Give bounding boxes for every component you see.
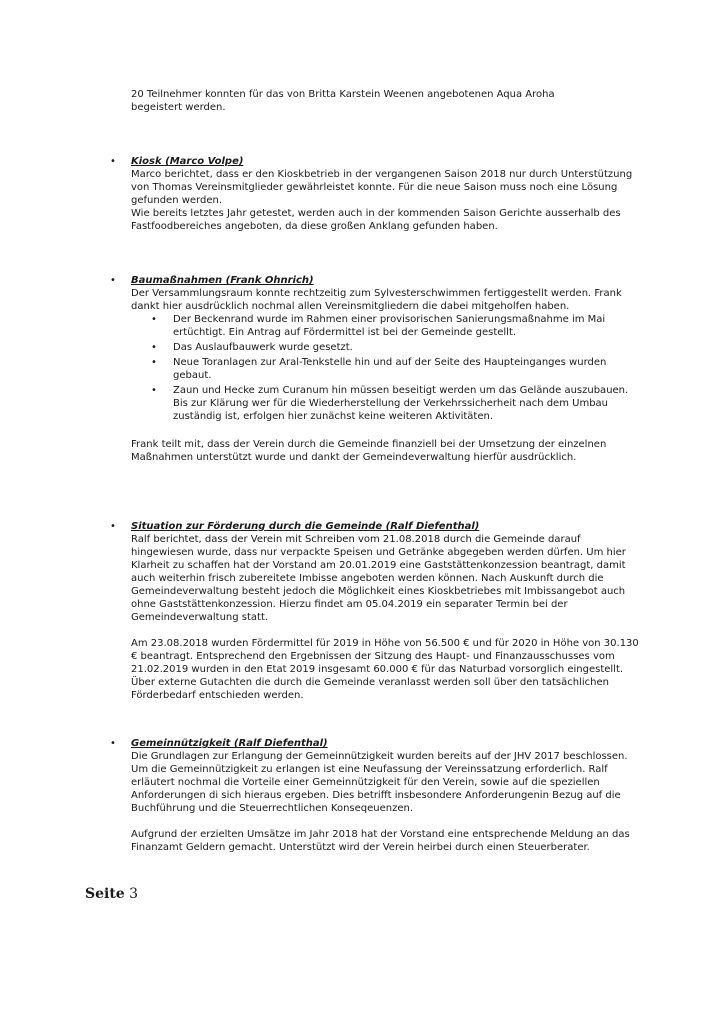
bau-item-text: Neue Toranlagen zur Aral-Tenkstelle hin und auf der Seite des Haupteinganges wurden gebaut. [173,357,607,381]
intro-paragraph [131,88,641,114]
kiosk-paragraph-1: Marco berichtet, dass er den Kioskbetrieb in der vergangenen Saison 2018 nur durch Unterstützung von Thomas Vereinsmitglieder gewährleistet konnte. Für die neue Saison muss noch eine Lösung gefunden werden. [131,169,633,206]
list-bullet-icon: • [151,385,157,396]
kiosk-heading: Kiosk (Marco Volpe) [131,156,244,167]
section-foerderung [131,520,641,702]
list-bullet-icon: • [151,314,157,325]
intro-line-1: 20 Teilnehmer konnten für das von Britta Karstein Weenen angebotenen Aqua Aroha [131,89,555,100]
gemein-paragraph-2: Aufgrund der erzielten Umsätze im Jahr 2018 hat der Vorstand eine entsprechende Meldung an das Finanzamt Geldern gemacht. Unterstützt wird der Verein heirbei durch einen Steuerberater. [131,829,630,853]
page-number: 3 [129,886,139,902]
foerderung-paragraph-2: Am 23.08.2018 wurden Fördermittel für 2019 in Höhe von 56.500 € und für 2020 in Höhe von 30.130 € beantragt. Entsprechend den Ergebnissen der Sitzung des Haupt- und Finanzausschusses vom 21.02.2019 wurden in den Etat 2019 insgesamt 60.000 € für das Naturbad vorsorglich eingestellt. Über externe Gutachten die durch die Gemeinde veranlasst werden soll über den tatsächlichen Förderbedarf entschieden werden. [131,638,639,701]
gemein-paragraph-1: Die Grundlagen zur Erlangung der Gemeinnützigkeit wurden bereits auf der JHV 2017 beschlossen. Um die Gemeinnützigkeit zu erlangen ist eine Neufassung der Vereinssatzung erforderlich. Ralf erläutert nochmal die Vorteile einer Gemeinnützigkeit für den Verein, sowie auf die speziellen Anforderungen di sich hieraus ergeben. Dies betrifft insbesondere Anforderungenin Bezug auf die Buchführung und die Steuerrechtlichen Konseqeuenzen. [131,751,628,814]
bau-list-item [131,341,641,354]
page-label: Seite [85,886,125,902]
list-bullet-icon: • [151,342,157,353]
bau-list-item [131,384,641,423]
foerderung-paragraph-1: Ralf berichtet, dass der Verein mit Schreiben vom 21.08.2018 durch die Gemeinde darauf hingewiesen wurde, dass nur verpackte Speisen und Getränke abgegeben werden dürfen. Um hier Klarheit zu schaffen hat der Vorstand am 20.01.2019 eine Gaststättenkonzession beantragt, damit auch weiterhin frisch zubereitete Imbisse angeboten werden können. Nach Auskunft durch die Gemeindeverwaltung besteht jedoch die Möglichkeit eines Kioskbetriebes mit Imbissangebot auch ohne Gaststättenkonzession. Hierzu findet am 05.04.2019 ein separater Termin bei der Gemeindeverwaltung statt. [131,534,626,623]
bau-bullet: • [110,275,116,286]
bau-list-item [131,356,641,382]
bau-heading: Baumaßnahmen (Frank Ohnrich) [131,275,314,286]
kiosk-paragraph-2: Wie bereits letztes Jahr getestet, werden auch in der kommenden Saison Gerichte ausserhalb des Fastfoodbereiches angeboten, da diese großen Anklang gefunden haben. [131,208,621,232]
page-footer [85,885,138,903]
kiosk-bullet: • [110,156,116,167]
section-kiosk [131,155,641,233]
section-gemeinnuetzigkeit [131,737,641,854]
intro-line-2: begeistert werden. [131,102,226,113]
bau-item-text: Das Auslaufbauwerk wurde gesetzt. [173,342,353,353]
bau-paragraph-2: Frank teilt mit, dass der Verein durch die Gemeinde finanziell bei der Umsetzung der einzelnen Maßnahmen unterstützt wurde und dankt der Gemeindeverwaltung hierfür ausdrücklich. [131,439,607,463]
gemein-bullet: • [110,738,116,749]
foerderung-heading: Situation zur Förderung durch die Gemeinde (Ralf Diefenthal) [131,521,480,532]
bau-item-text: Der Beckenrand wurde im Rahmen einer provisorischen Sanierungsmaßnahme im Mai ertüchtigt. Ein Antrag auf Fördermittel ist bei der Gemeinde gestellt. [173,314,606,338]
gemein-heading: Gemeinnützigkeit (Ralf Diefenthal) [131,738,328,749]
list-bullet-icon: • [151,357,157,368]
foerderung-bullet: • [110,521,116,532]
bau-item-text: Zaun und Hecke zum Curanum hin müssen beseitigt werden um das Gelände auszubauen. Bis zur Klärung wer für die Wiederherstellung der Verkehrssicherheit nach dem Umbau zuständig ist, erfolgen hier zunächst keine weiteren Aktivitäten. [173,385,629,422]
bau-paragraph-1: Der Versammlungsraum konnte rechtzeitig zum Sylvesterschwimmen fertiggestellt werden. Frank dankt hier ausdrücklich nochmal allen Vereinsmitgliedern die dabei mitgeholfen haben. [131,288,622,312]
bau-list-item [131,313,641,339]
section-baumassnahmen [131,274,641,464]
